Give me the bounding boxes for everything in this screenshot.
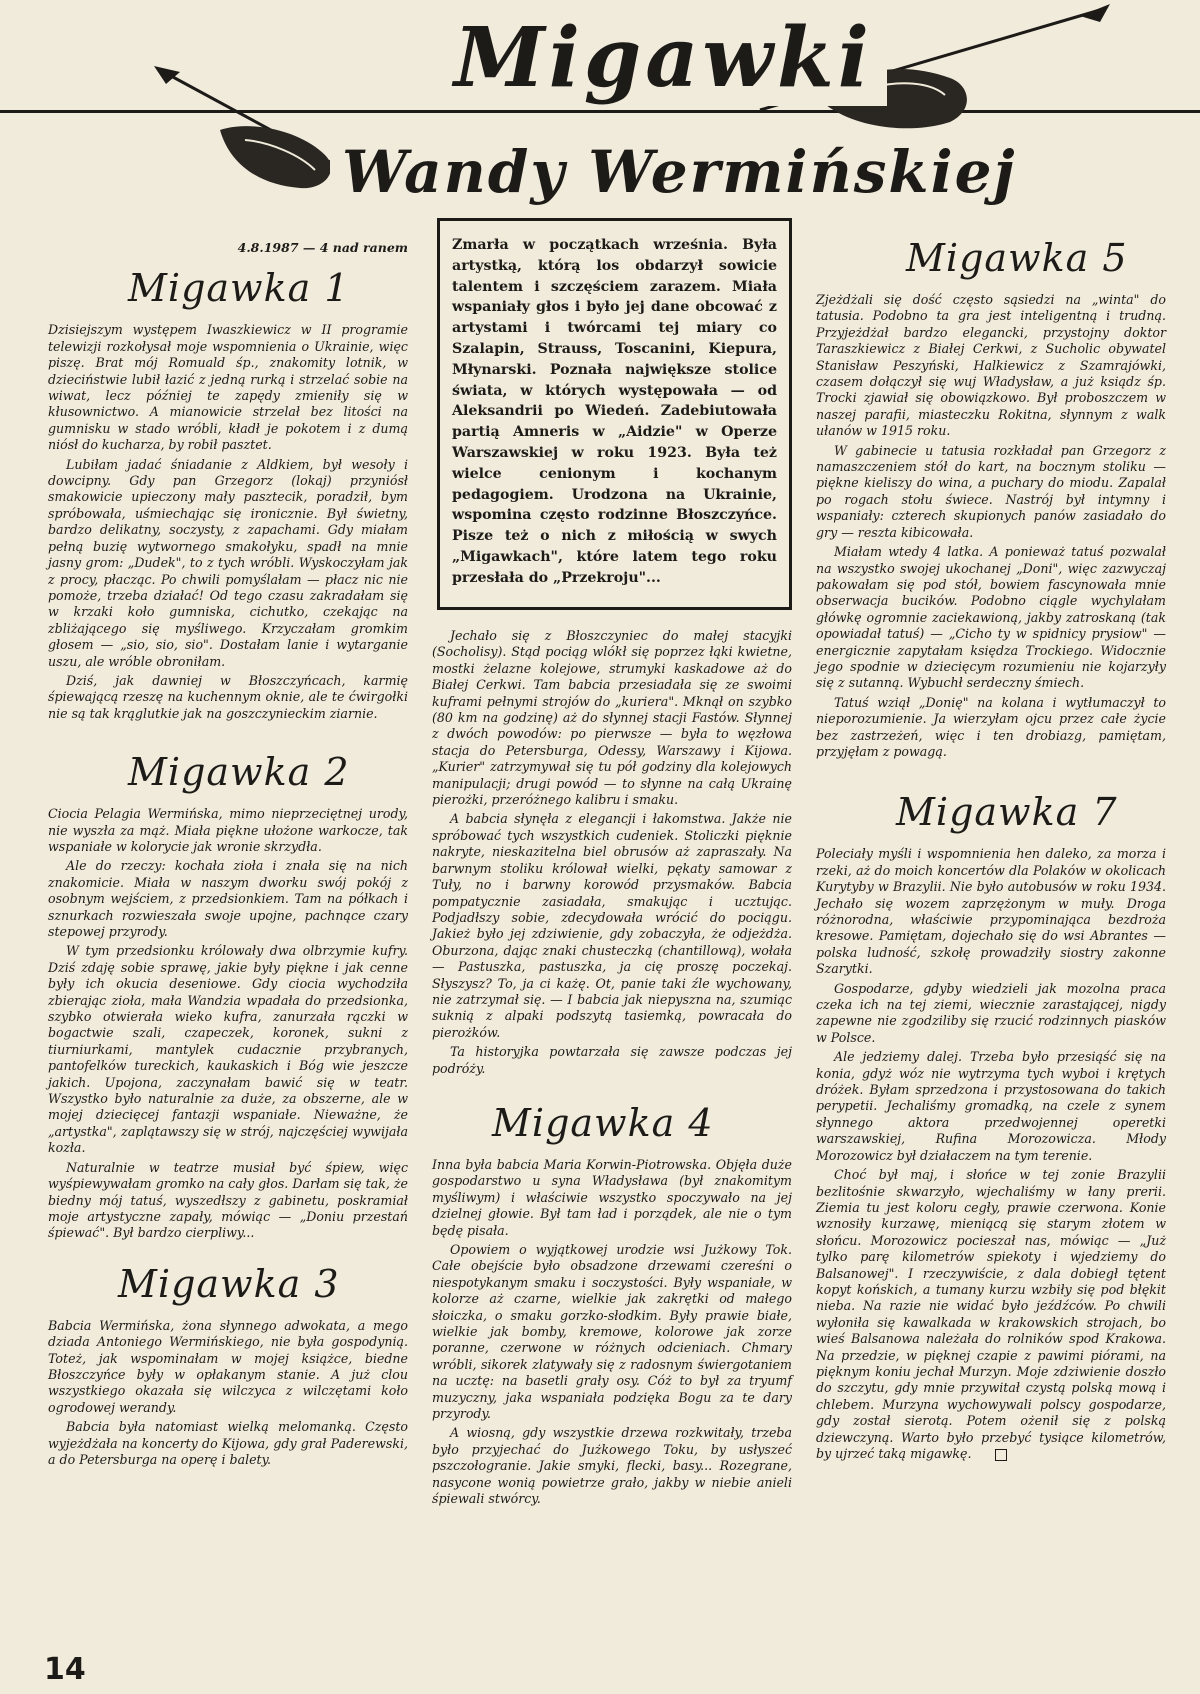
paragraph: Zjeżdżali się dość często sąsiedzi na „winta" do tatusia. Podobno ta gra jest inteligentną i trudną. Przyjeżdżał bardzo elegancki, przystojny doktor Taraszkiewicz z Białej Cerkwi, z Sucholic obywatel Stanisław Peszyński, Halkiewicz z Szamrajówki, czasem dołączył się wuj Władysław, a już ksiądz śp. Trocki zjawiał się obowiązkowo. Był proboszczem w naszej parafii, miasteczku Rokitna, słynnym z walk ułanów w 1915 roku.	[816, 292, 1166, 439]
masthead-subtitle: Wandy Wermińskiej	[330, 138, 1029, 206]
heading-migawka-1: Migawka 1	[128, 266, 350, 311]
paragraph: Ale do rzeczy: kochała zioła i znała się na nich znakomicie. Miała w naszym dworku swój pokój z osobnym wejściem, z przedsionkiem. Tam na półkach i sznurkach rozwieszała swoje upojne, pachnące czary stepowej przyrody.	[48, 858, 408, 939]
heading-migawka-5: Migawka 5	[906, 236, 1128, 280]
paragraph: Poleciały myśli i wspomnienia hen daleko, za morza i rzeki, aż do moich koncertów dla Polaków w okolicach Kurytyby w Brazylii. Nie było autobusów w roku 1934. Jechało się wozem zaprzężonym w muły. Droga różnorodna, właściwie przypominająca bezdroża kresowe. Pamiętam, dojechało się do wsi Abrantes — polska ludność, szkołę prowadziły siostry zakonne Szarytki.	[816, 846, 1166, 977]
paragraph: Miałam wtedy 4 latka. A ponieważ tatuś pozwalał na wszystko swojej ukochanej „Doni", więc zazwyczaj pakowałam się pod stół, bowiem fascynowała mnie obserwacja bucików. Podobno ciągle wychylałam główkę ogromnie zaciekawioną, jakby zatroskaną (tak opowiadał tatuś) — „Cicho ty w spidnicy prysiow" — energicznie zapytałam księdza Trockiego. Widocznie jego spodnie w dziecięcym rozumieniu nie kojarzyły się z sutanną. Wybuchł serdeczny śmiech.	[816, 544, 1166, 691]
paragraph: Lubiłam jadać śniadanie z Aldkiem, był wesoły i dowcipny. Gdy pan Grzegorz (lokaj) przyniósł smakowicie upieczony mały pasztecik, poradził, bym spróbowała, uśmiechając się ironicznie. Był świetny, bardzo delikatny, soczysty, z zapachami. Gdy miałam pełną buzię wytwornego smakołyku, spadł na mnie jasny grom: „Dudek", to z tych wróbli. Wyskoczyłam jak z procy, płacząc. Po chwili pomyślałam — płacz nic nie pomoże, trzeba działać! Od tego czasu zakradałam się w krzaki koło gumniska, cichutko, czekając na zbliżającego się myśliwego. Krzyczałam gromkim głosem — „sio, sio, sio". Dostałam lanie i wytarganie uszu, ale wróble obroniłam.	[48, 456, 408, 669]
column-left	[48, 240, 408, 1471]
paragraph: Dziś, jak dawniej w Błoszczyńcach, karmię śpiewającą rzeszę na kuchennym oknie, ale te ćwirgołki nie są tak krąglutkie jak na goszczynieckim ziarnie.	[48, 672, 408, 721]
paragraph: Gospodarze, gdyby wiedzieli jak mozolna praca czeka ich na tej ziemi, wiecznie zarastającej, nigdy zapewne nie zgodziliby się rzucić rodzinnych piasków w Polsce.	[816, 980, 1166, 1045]
end-mark-icon	[995, 1449, 1007, 1461]
intro-box: Zmarła w początkach września. Była artystką, którą los obdarzył sowicie talentem i szczęściem zarazem. Miała wspaniały głos i było jej dane obcować z artystami i twórcami tej miary co Szalapin, Strauss, Toscanini, Kiepura, Młynarski. Poznała największe stolice świata, w których występowała — od Aleksandrii po Wiedeń. Zadebiutowała partią Amneris w „Aidzie" w Operze Warszawskiej w roku 1923. Była też wielce cenionym i kochanym pedagogiem. Urodzona na Ukrainie, wspomina często rodzinne Błoszczyńce. Pisze też o nich z miłością w swych „Migawkach", które latem tego roku przesłała do „Przekroju"...	[437, 218, 792, 610]
date-line: 4.8.1987 — 4 nad ranem	[237, 240, 408, 255]
paragraph: Ta historyjka powtarzała się zawsze podczas jej podróży.	[432, 1044, 792, 1076]
paragraph: Dzisiejszym występem Iwaszkiewicz w II programie telewizji rozkołysał moje wspomnienia o Ukrainie, więc piszę. Brat mój Romuald śp., znakomity lotnik, w dzieciństwie lubił łazić z jedną rurką i strzelać sobie na wiwat, lecz później te zapędy zmieniły się w kłusownictwo. A mianowicie strzelał bez litości na gumnisku w stado wróbli, kładł je pokotem i z dumą niósł do kucharza, by robił pasztet.	[48, 322, 408, 453]
masthead-title: Migawki	[440, 10, 887, 106]
paragraph: Babcia Wermińska, żona słynnego adwokata, a mego dziada Antoniego Wermińskiego, nie była gospodynią. Toteż, jak wspominałam w mojej książce, biedne Błoszczyńce były w opłakanym stanie. A już clou wszystkiego okazała się wilczyca z wilczętami koło ogrodowej werandy.	[48, 1317, 408, 1415]
paragraph: Jechało się z Błoszczyniec do małej stacyjki (Socholisy). Stąd pociąg wlókł się poprzez łąki kwietne, mostki żelazne kolejowe, strumyki kaskadowe aż do Białej Cerkwi. Tam babcia przesiadała się ze swoimi kuframi pełnymi strojów do „kuriera". Mknął on szybko (80 km na godzinę) aż do słynnej stacji Fastów. Słynnej z dwóch powodów: po pierwsze — była to węzłowa stacja do Petersburga, Odessy, Warszawy i Kijowa. „Kurier" zatrzymywał się tu pół godziny dla kolejowych manipulacji; drugi powód — to słynne na całą Ukrainę pierożki, przeróżnego kalibru i smaku.	[432, 628, 792, 808]
page-number: 14	[44, 1652, 86, 1687]
paragraph-text: Choć był maj, i słońce w tej zonie Brazylii bezlitośnie skwarzyło, wjechaliśmy w łany prerii. Ziemia tu jest koloru cegły, prawie czerwona. Konie wznosiły kurzawę, mieniącą się starym złotem w słońcu. Morozowicz pocieszał nas, mówiąc — „Już tylko parę kilometrów spiekoty i wjedziemy do Balsanowej". I rzeczywiście, z dala dobiegł tętent kopyt końskich, a tumany kurzu wzbiły się pod błękit nieba. Na razie nie widać było jeźdźców. Po chwili wyłoniła się kawalkada w krakowskich strojach, bo wieś Balsanowa należała do rolników spod Krakowa. Na przedzie, w pięknej czapie z pawimi piórami, na pięknym koniu jechał Murzyn. Moje zdziwienie doszło do szczytu, gdy mnie przywitał czystą polską mową i chlebem. Murzyna wychowywali polscy gospodarze, gdy został sierotą. Potem ożenił się z polską dziewczyną. Warto było przebyć tysiące kilometrów, by ujrzeć taką migawkę.	[816, 1167, 1166, 1461]
heading-migawka-7: Migawka 7	[896, 790, 1118, 835]
column-right	[816, 236, 1166, 1465]
paragraph: W gabinecie u tatusia rozkładał pan Grzegorz z namaszczeniem stół do kart, na bocznym stoliku — piękne kieliszy do wina, a puchary do miodu. Zapalał po rogach stołu świece. Nastrój był intymny i wspaniały: czterech skupionych panów zasiadało do gry — reszta kibicowała.	[816, 442, 1166, 540]
heading-migawka-3: Migawka 3	[118, 1261, 340, 1306]
masthead	[0, 0, 1200, 215]
paragraph: W tym przedsionku królowały dwa olbrzymie kufry. Dziś zdaję sobie sprawę, jakie były piękne i jak cenne były ich okucia deseniowe. Gdy ciocia wychodziła zbierając zioła, mała Wandzia wpadała do przedsionka, szybko otwierała wieko kufra, zanurzała rączki w bogactwie szali, czapeczek, koronek, sukni z tiurniurkami, mantylek cudacznie przybranych, pantofelków tureckich, kaukaskich i Bóg wie jeszcze jakich. Upojona, zaczynałam bawić się w teatr. Wszystko było naturalnie za duże, za obszerne, ale w mojej dziecięcej fantazji wspaniałe. Nieważne, że „artystka", zaplątawszy się w strój, najczęściej wywijała kozła.	[48, 943, 408, 1156]
paragraph: Naturalnie w teatrze musiał być śpiew, więc wyśpiewywałam gromko na cały głos. Darłam się tak, że biedny mój tatuś, wyszedłszy z gabinetu, poskramiał moje artystyczne zapały, mówiąc — „Doniu przestań śpiewać". Był bardzo cierpliwy...	[48, 1159, 408, 1241]
paragraph: Ale jedziemy dalej. Trzeba było przesiąść się na konia, gdyż wóz nie wytrzyma tych wyboi i krętych dróżek. Byłam sprzedzona i przystosowana do takich perypetii. Jechaliśmy gromadką, na czele z synem słynnego aktora przedwojennej operetki warszawskiej, Rufina Morozowicza. Młody Morozowicz był działaczem na tym terenie.	[816, 1049, 1166, 1163]
paragraph: A babcia słynęła z elegancji i łakomstwa. Jakże nie spróbować tych wszystkich cudeniek. Stoliczki pięknie nakryte, nieskazitelna biel obrusów aż zapraszały. Na barwnym stoliku królował wielki, pękaty samowar z Tuły, no i barwny korowód przysmaków. Babcia pompatycznie zasiadała, smakując i ucztując. Podjadłszy sobie, zdecydowała wrócić do pociągu. Jakież było jej zdziwienie, gdy zobaczyła, że odjeżdża. Oburzona, dając znaki chusteczką (chantillową), wołała — Pastuszka, pastuszka, ja cię proszę poczekaj. Słyszysz? To, ja ci każę. Ot, panie taki źle wychowany, nie zatrzymał się. — I babcia jak niepyszna na, szumiąc suknią z alpaki podszytą tasiemką, powracała do pierożków.	[432, 811, 792, 1040]
paragraph: Ciocia Pelagia Wermińska, mimo nieprzeciętnej urody, nie wyszła za mąż. Miała piękne ułożone warkocze, tak wspaniałe w kolorycie jak wronie skrzydła.	[48, 806, 408, 854]
paragraph: Opowiem o wyjątkowej urodzie wsi Jużkowy Tok. Całe obejście było obsadzone drzewami czereśni o niespotykanym smaku i soczystości. Były wspaniałe, w kolorze aż czarne, wielkie jak zakrętki od małego słoiczka, o smaku gorzko-słodkim. Były prawie białe, wielkie jak bomby, kremowe, kolorowe jak zorze poranne, czerwone w różnych odcieniach. Chmary wróbli, sikorek zlatywały się z radosnym świergotaniem na ucztę: na basetli grały osy. Cóż to był za tryumf muzyczny, jaka wspaniała podzięka Bogu za te dary przyrody.	[432, 1242, 792, 1422]
paragraph: Babcia była natomiast wielką melomanką. Często wyjeżdżała na koncerty do Kijowa, gdy grał Paderewski, a do Petersburga na operę i balety.	[48, 1419, 408, 1467]
paragraph: Inna była babcia Maria Korwin-Piotrowska. Objęła duże gospodarstwo u syna Władysława (był znakomitym myśliwym) i właściwie wszystko spoczywało na jej dzielnej głowie. Był tam ład i porządek, ale nie o tym będę pisała.	[432, 1156, 792, 1238]
heading-migawka-2: Migawka 2	[128, 750, 350, 795]
column-middle	[432, 628, 792, 1511]
paragraph-last	[816, 1167, 1166, 1462]
paragraph: Tatuś wziął „Donię" na kolana i wytłumaczył to nieporozumienie. Ja wierzyłam ojcu przez całe życie bez zastrzeżeń, więc i ten drobiazg, pamiętam, przyjęłam z powagą.	[816, 694, 1166, 759]
heading-migawka-4: Migawka 4	[492, 1100, 714, 1145]
paragraph: A wiosną, gdy wszystkie drzewa rozkwitały, trzeba było przyjechać do Jużkowego Toku, by usłyszeć pszczołogranie. Jakie smyki, flecki, basy... Rozegrane, nasycone wonią powietrze grało, jakby w niebie anieli śpiewali stwórcy.	[432, 1425, 792, 1507]
